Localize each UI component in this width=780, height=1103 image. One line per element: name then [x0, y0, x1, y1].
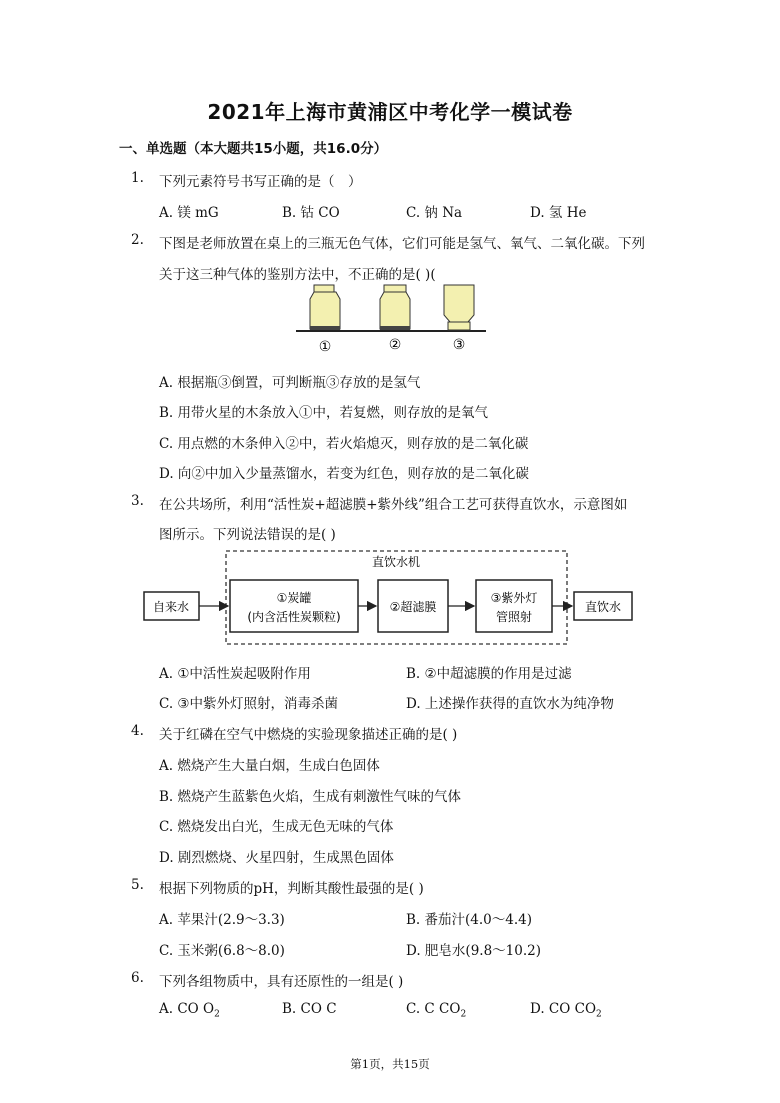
question-number: 3.: [131, 493, 144, 509]
option-d: D. 氢 He: [530, 205, 587, 221]
uv-lamp-box: [476, 580, 552, 632]
option-c: C. C $CO_2$: [406, 1001, 467, 1020]
question-stem: 下图是老师放置在桌上的三瓶无色气体，它们可能是氢气、氧气、二氧化碳。下列: [159, 236, 645, 252]
gas-bottles-figure: [296, 283, 486, 358]
question-stem: 在公共场所，利用“活性炭+超滤膜+紫外线”组合工艺可获得直饮水，示意图如: [159, 497, 628, 513]
bottle-2: [380, 285, 410, 330]
section-heading: 一、单选题（本大题共15小题，共16.0分）: [119, 141, 388, 157]
option-a: A. 镁 mG: [159, 205, 219, 221]
question-stem: 下列元素符号书写正确的是（ ）: [159, 174, 362, 190]
option-b: B. 燃烧产生蓝紫色火焰，生成有刺激性气味的气体: [159, 789, 462, 805]
carbon-tank-sublabel: (内含活性炭颗粒): [247, 610, 341, 624]
question-number: 5.: [131, 877, 144, 893]
tap-water-label: 自来水: [152, 600, 190, 614]
ultrafiltration-label: ②超滤膜: [389, 600, 437, 614]
option-b: B. ②中超滤膜的作用是过滤: [406, 666, 572, 682]
uv-lamp-label: ③紫外灯: [490, 591, 538, 605]
question-number: 6.: [131, 970, 144, 986]
option-d: D. CO $CO_2$: [530, 1001, 602, 1020]
option-c: C. 钠 Na: [406, 205, 463, 221]
option-c: C. 玉米粥(6.8～8.0): [159, 943, 285, 959]
option-a: A. CO $O_2$: [159, 1001, 220, 1020]
machine-label: 直饮水机: [371, 555, 421, 569]
question-stem: 根据下列物质的pH，判断其酸性最强的是( ): [159, 881, 424, 897]
option-b: B. CO C: [282, 1001, 337, 1017]
option-d: D. 剧烈燃烧、火星四射，生成黑色固体: [159, 850, 394, 866]
option-a: A. 苹果汁(2.9～3.3): [159, 912, 285, 928]
question-number: 1.: [131, 170, 144, 186]
question-stem: 下列各组物质中，具有还原性的一组是( ): [159, 974, 404, 990]
option-d: D. 肥皂水(9.8～10.2): [406, 943, 541, 959]
carbon-tank-box: [230, 580, 358, 632]
bottle-label-3: ③: [452, 337, 466, 353]
option-c: C. 用点燃的木条伸入②中，若火焰熄灭，则存放的是二氧化碳: [159, 436, 529, 452]
option-b: B. 番茄汁(4.0～4.4): [406, 912, 532, 928]
option-a: A. ①中活性炭起吸附作用: [159, 666, 311, 682]
option-d: D. 向②中加入少量蒸馏水，若变为红色，则存放的是二氧化碳: [159, 466, 529, 482]
option-a: A. 燃烧产生大量白烟，生成白色固体: [159, 758, 380, 774]
option-c: C. ③中紫外灯照射，消毒杀菌: [159, 696, 339, 712]
question-number: 4.: [131, 723, 144, 739]
question-stem: 图所示。下列说法错误的是( ): [159, 527, 336, 543]
water-process-diagram: [140, 548, 640, 648]
bottle-3-inverted: [444, 285, 474, 330]
page-title: 2021年上海市黄浦区中考化学一模试卷: [207, 100, 573, 124]
option-b: B. 用带火星的木条放入①中，若复燃，则存放的是氧气: [159, 405, 489, 421]
bottle-label-2: ②: [388, 337, 402, 353]
bottle-1: [310, 285, 340, 330]
question-number: 2.: [131, 232, 144, 248]
option-a: A. 根据瓶③倒置，可判断瓶③存放的是氢气: [159, 375, 421, 391]
page-footer: 第1页，共15页: [350, 1057, 430, 1071]
option-c: C. 燃烧发出白光，生成无色无味的气体: [159, 819, 394, 835]
uv-lamp-sublabel: 管照射: [495, 610, 533, 624]
question-stem: 关于红磷在空气中燃烧的实验现象描述正确的是( ): [159, 727, 458, 743]
question-stem: 关于这三种气体的鉴别方法中，不正确的是( )(: [159, 267, 436, 283]
drinking-water-label: 直饮水: [584, 600, 622, 614]
bottle-label-1: ①: [318, 339, 332, 355]
option-b: B. 钴 CO: [282, 205, 340, 221]
option-d: D. 上述操作获得的直饮水为纯净物: [406, 696, 614, 712]
carbon-tank-label: ①炭罐: [276, 591, 312, 605]
